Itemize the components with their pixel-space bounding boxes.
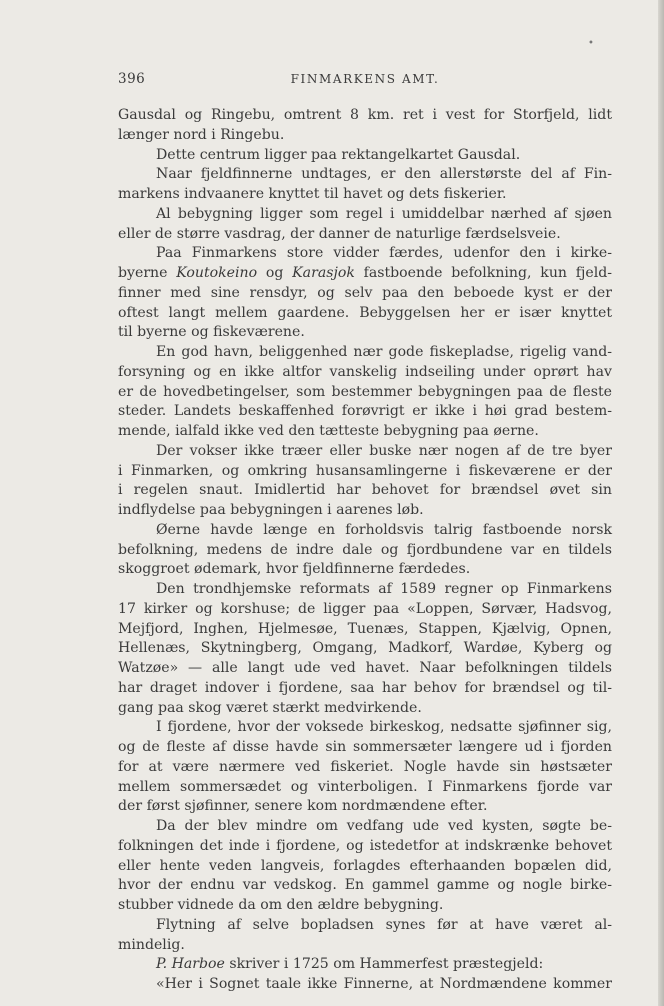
text-line: Der vokser ikke træer eller buske nær nogen af de tre byer — [156, 442, 612, 459]
text-line: Flytning af selve bopladsen synes før at have været al- — [156, 916, 612, 933]
text-line: «Her i Sognet taale ikke Finnerne, at Nordmændene kommer — [156, 976, 612, 992]
text-line: gang paa skog været stærkt medvirkende. — [118, 699, 422, 716]
italic-name: Koutokeino — [176, 265, 258, 281]
page-header — [118, 71, 612, 91]
text-line — [118, 264, 612, 284]
text-line: skoggroet ødemark, hvor fjeldfinnerne færdedes. — [118, 561, 471, 578]
text-line: mellem sommersædet og vinterboligen. I Finmarkens fjorde var — [118, 778, 612, 795]
text-line: steder. Landets beskaffenhed forøvrigt er ikke i høi grad bestem- — [118, 403, 612, 420]
text-line: hvor der endnu var vedskog. En gammel gamme og nogle birke- — [118, 877, 612, 894]
text-line: forsyning og en ikke altfor vanskelig indseiling under oprørt hav — [118, 363, 612, 380]
text-line: har draget indover i fjordene, saa har behov for brændsel og til- — [118, 679, 612, 696]
text-line: Dette centrum ligger paa rektangelkartet Gausdal. — [156, 146, 521, 163]
text-line: befolkning, medens de indre dale og fjordbundene var en tildels — [118, 541, 612, 558]
text-line: indflydelse paa bebygningen i aarenes løb. — [118, 502, 424, 518]
text-line: i regelen snaut. Imidlertid har behovet for brændsel øvet sin — [118, 482, 612, 499]
text-line: længer nord i Ringebu. — [118, 126, 285, 143]
page-number: 396 — [118, 71, 146, 87]
text-line: Naar fjeldfinnerne undtages, er den allerstørste del af Fin- — [156, 166, 612, 183]
text-line: finner med sine rensdyr, og selv paa den beboede kyst er der — [118, 284, 612, 301]
italic-name: P. Harboe — [156, 956, 225, 973]
text-line — [118, 955, 612, 975]
text-line: oftest langt mellem gaardene. Bebyggelsen her er især knyttet — [118, 304, 612, 321]
running-title: FINMARKENS AMT. — [290, 72, 440, 86]
text-line: mende, ialfald ikke ved den tætteste bebygning paa øerne. — [118, 423, 539, 439]
text-line: folkningen det inde i fjordene, og istedetfor at indskrænke behovet — [118, 837, 612, 854]
italic-name: Karasjok — [292, 265, 355, 281]
text-line: I fjordene, hvor der voksede birkeskog, nedsatte sjøfinner sig, — [156, 719, 612, 736]
text-line: der først sjøfinner, senere kom nordmændene efter. — [118, 798, 488, 815]
text-line: markens indvaanere knyttet til havet og dets fiskerier. — [118, 186, 507, 202]
text-line: Øerne havde længe en forholdsvis talrig fastboende norsk — [156, 521, 612, 538]
text-line: En god havn, beliggenhed nær gode fiskepladse, rigelig vand- — [156, 344, 612, 360]
text-span: fastboende befolkning, kun fjeld- — [354, 265, 612, 281]
text-line: og de fleste af disse havde sin sommersæter længere ud i fjorden — [118, 739, 612, 755]
text-line: eller de større vasdrag, der danner de naturlige færdselsveie. — [118, 225, 561, 242]
page-edge — [658, 0, 664, 1006]
text-span: byerne — [118, 265, 177, 281]
text-line: eller hente veden langveis, forlagdes efterhaanden bopælen did, — [118, 857, 612, 874]
text-span: skriver i 1725 om Hammerfest præstegjeld: — [224, 956, 544, 973]
text-span: og — [257, 265, 293, 281]
text-line: Watzøe» — alle langt ude ved havet. Naar befolkningen tildels — [118, 660, 612, 676]
text-line: i Finmarken, og omkring husansamlingerne i fiskeværene er der — [118, 462, 612, 479]
text-line: stubber vidnede da om den ældre bebygning. — [118, 897, 444, 913]
corner-mark: • — [588, 38, 594, 49]
text-line: Da der blev mindre om vedfang ude ved kysten, søgte be- — [156, 818, 612, 834]
text-line: mindelig. — [118, 936, 185, 953]
text-line: er de hovedbetingelser, som bestemmer bebygningen paa de fleste — [118, 383, 612, 400]
text-line: Paa Finmarkens store vidder færdes, udenfor den i kirke- — [156, 245, 612, 262]
text-line: til byerne og fiskeværene. — [118, 324, 305, 341]
text-line: Al bebygning ligger som regel i umiddelbar nærhed af sjøen — [156, 205, 612, 222]
text-line: Den trondhjemske reformats af 1589 regner op Finmarkens — [156, 581, 612, 597]
text-line: Hellenæs, Skytningberg, Omgang, Madkorf, Wardøe, Kyberg og — [118, 640, 612, 657]
text-line: Mejfjord, Inghen, Hjelmesøe, Tuenæs, Stappen, Kjælvig, Opnen, — [118, 620, 612, 637]
text-line: for at være nærmere ved fiskeriet. Nogle havde sin høstsæter — [118, 758, 612, 775]
text-line: Gausdal og Ringebu, omtrent 8 km. ret i vest for Storfjeld, lidt — [118, 107, 612, 123]
body-text — [118, 106, 612, 995]
text-line: 17 kirker og korshuse; de ligger paa «Loppen, Sørvær, Hadsvog, — [118, 600, 612, 617]
